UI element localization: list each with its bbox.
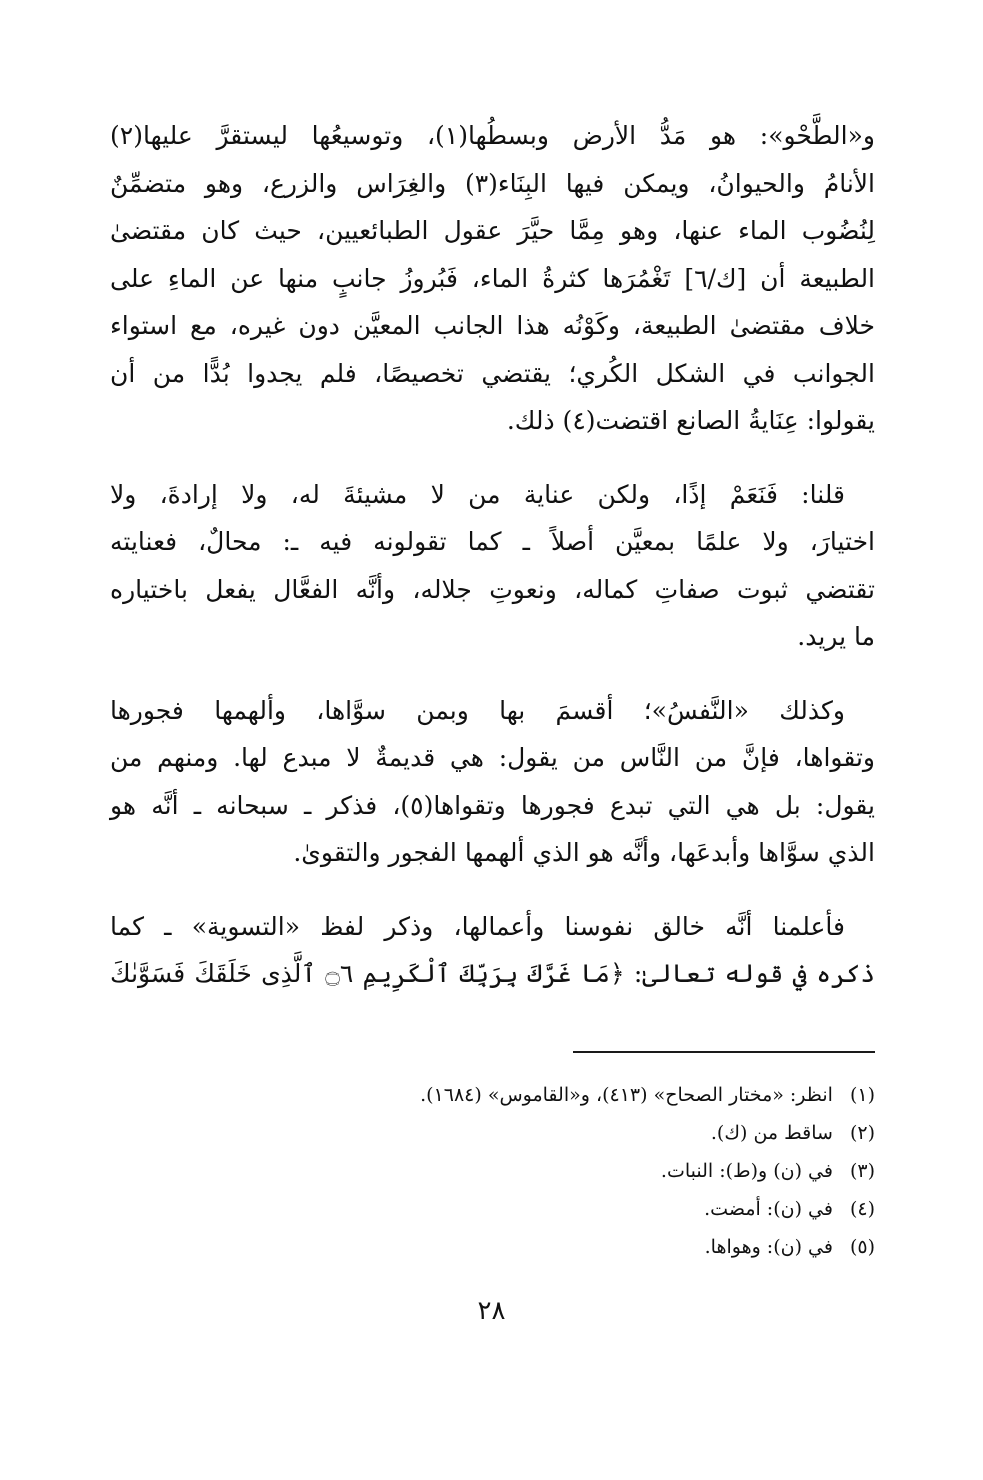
text-line: و«الطَّحْو»: هو مَدُّ الأرض وبسطُها(١)، وتوسيعُها ليستقرَّ عليها(٢)	[110, 121, 875, 150]
text-line: يقول: بل هي التي تبدع فجورها وتقواها(٥)، فذكر ـ سبحانه ـ أنَّه هو	[110, 790, 875, 820]
footnote-number: (٥)	[849, 1236, 875, 1258]
main-text	[110, 112, 875, 1024]
footnote-text: في (ن): أمضت.	[704, 1198, 833, 1220]
text-line: لِنُضُوب الماء عنها، وهو مِمَّا حيَّرَ عقول الطبائعيين، حيث كان مقتضىٰ	[110, 216, 875, 245]
paragraph-3	[110, 687, 875, 877]
footnote-text: في (ن): وهواها.	[704, 1236, 833, 1258]
text-line: الذي سوَّاها وأبدعَها، وأنَّه هو الذي ألهمها الفجور والتقوىٰ.	[293, 838, 875, 867]
footnote-item	[110, 1190, 875, 1228]
footnote-divider	[573, 1051, 875, 1053]
footnote-item	[110, 1228, 875, 1266]
footnote-number: (٤)	[849, 1198, 875, 1220]
text-line: الطبيعة أن [ك/٦] تَغْمُرَها كثرةُ الماء، فَبُروزُ جانبٍ منها عن الماءِ على	[110, 263, 876, 293]
footnote-number: (٢)	[849, 1122, 875, 1144]
text-line: ذكره في قوله تعالىٰ: ﴿مَا غَرَّكَ بِرَبِّكَ ٱلْكَرِيمِ ۝٦ ٱلَّذِى خَلَقَكَ فَسَوَّىٰكَ	[110, 959, 875, 988]
footnote-item	[110, 1152, 875, 1190]
footnote-text: انظر: «مختار الصحاح» (٤١٣)، و«القاموس» (١٦٨٤).	[420, 1084, 833, 1106]
text-line: وكذلك «النَّفسُ»؛ أقسمَ بها وبمن سوَّاها، وألهمها فجورها	[110, 695, 845, 725]
text-line: قلنا: فَنَعَمْ إذًا، ولكن عناية من لا مشيئةَ له، ولا إرادةَ، ولا	[110, 479, 845, 509]
text-line: اختيارَ، ولا علمًا بمعيَّن أصلاً ـ كما تقولونه فيه ـ: محالٌ، فعنايته	[110, 527, 875, 556]
footnote-item	[110, 1076, 875, 1114]
text-line: الأنامُ والحيوانُ، ويمكن فيها البِنَاء(٣) والغِرَاس والزرع، وهو متضمِّنٌ	[110, 168, 875, 198]
text-line: وتقواها، فإنَّ من النَّاس من يقول: هي قديمةٌ لا مبدع لها. ومنهم من	[110, 743, 875, 772]
footnote-number: (٣)	[849, 1160, 875, 1182]
footnote-text: ساقط من (ك).	[710, 1122, 833, 1144]
footnotes	[110, 1076, 875, 1266]
paragraph-1	[110, 112, 875, 445]
paragraph-4	[110, 903, 875, 998]
footnote-item	[110, 1114, 875, 1152]
footnote-number: (١)	[849, 1084, 875, 1106]
text-line: الجوانب في الشكل الكُري؛ يقتضي تخصيصًا، فلم يجدوا بُدًّا من أن	[110, 358, 875, 388]
text-line: يقولوا: عِنَايةُ الصانع اقتضت(٤) ذلك.	[506, 406, 875, 435]
page-number: ٢٨	[477, 1296, 506, 1326]
footnote-text: في (ن) و(ط): النبات.	[660, 1160, 833, 1182]
text-line: فأعلمنا أنَّه خالق نفوسنا وأعمالها، وذكر لفظ «التسوية» ـ كما	[110, 911, 845, 941]
text-line: خلاف مقتضىٰ الطبيعة، وكَوْنُه هذا الجانب المعيَّن دون غيره، مع استواء	[110, 311, 875, 340]
text-line: ما يريد.	[797, 622, 875, 651]
text-line: تقتضي ثبوت صفاتِ كماله، ونعوتِ جلاله، وأنَّه الفعَّال يفعل باختياره	[110, 574, 875, 604]
paragraph-2	[110, 471, 875, 661]
